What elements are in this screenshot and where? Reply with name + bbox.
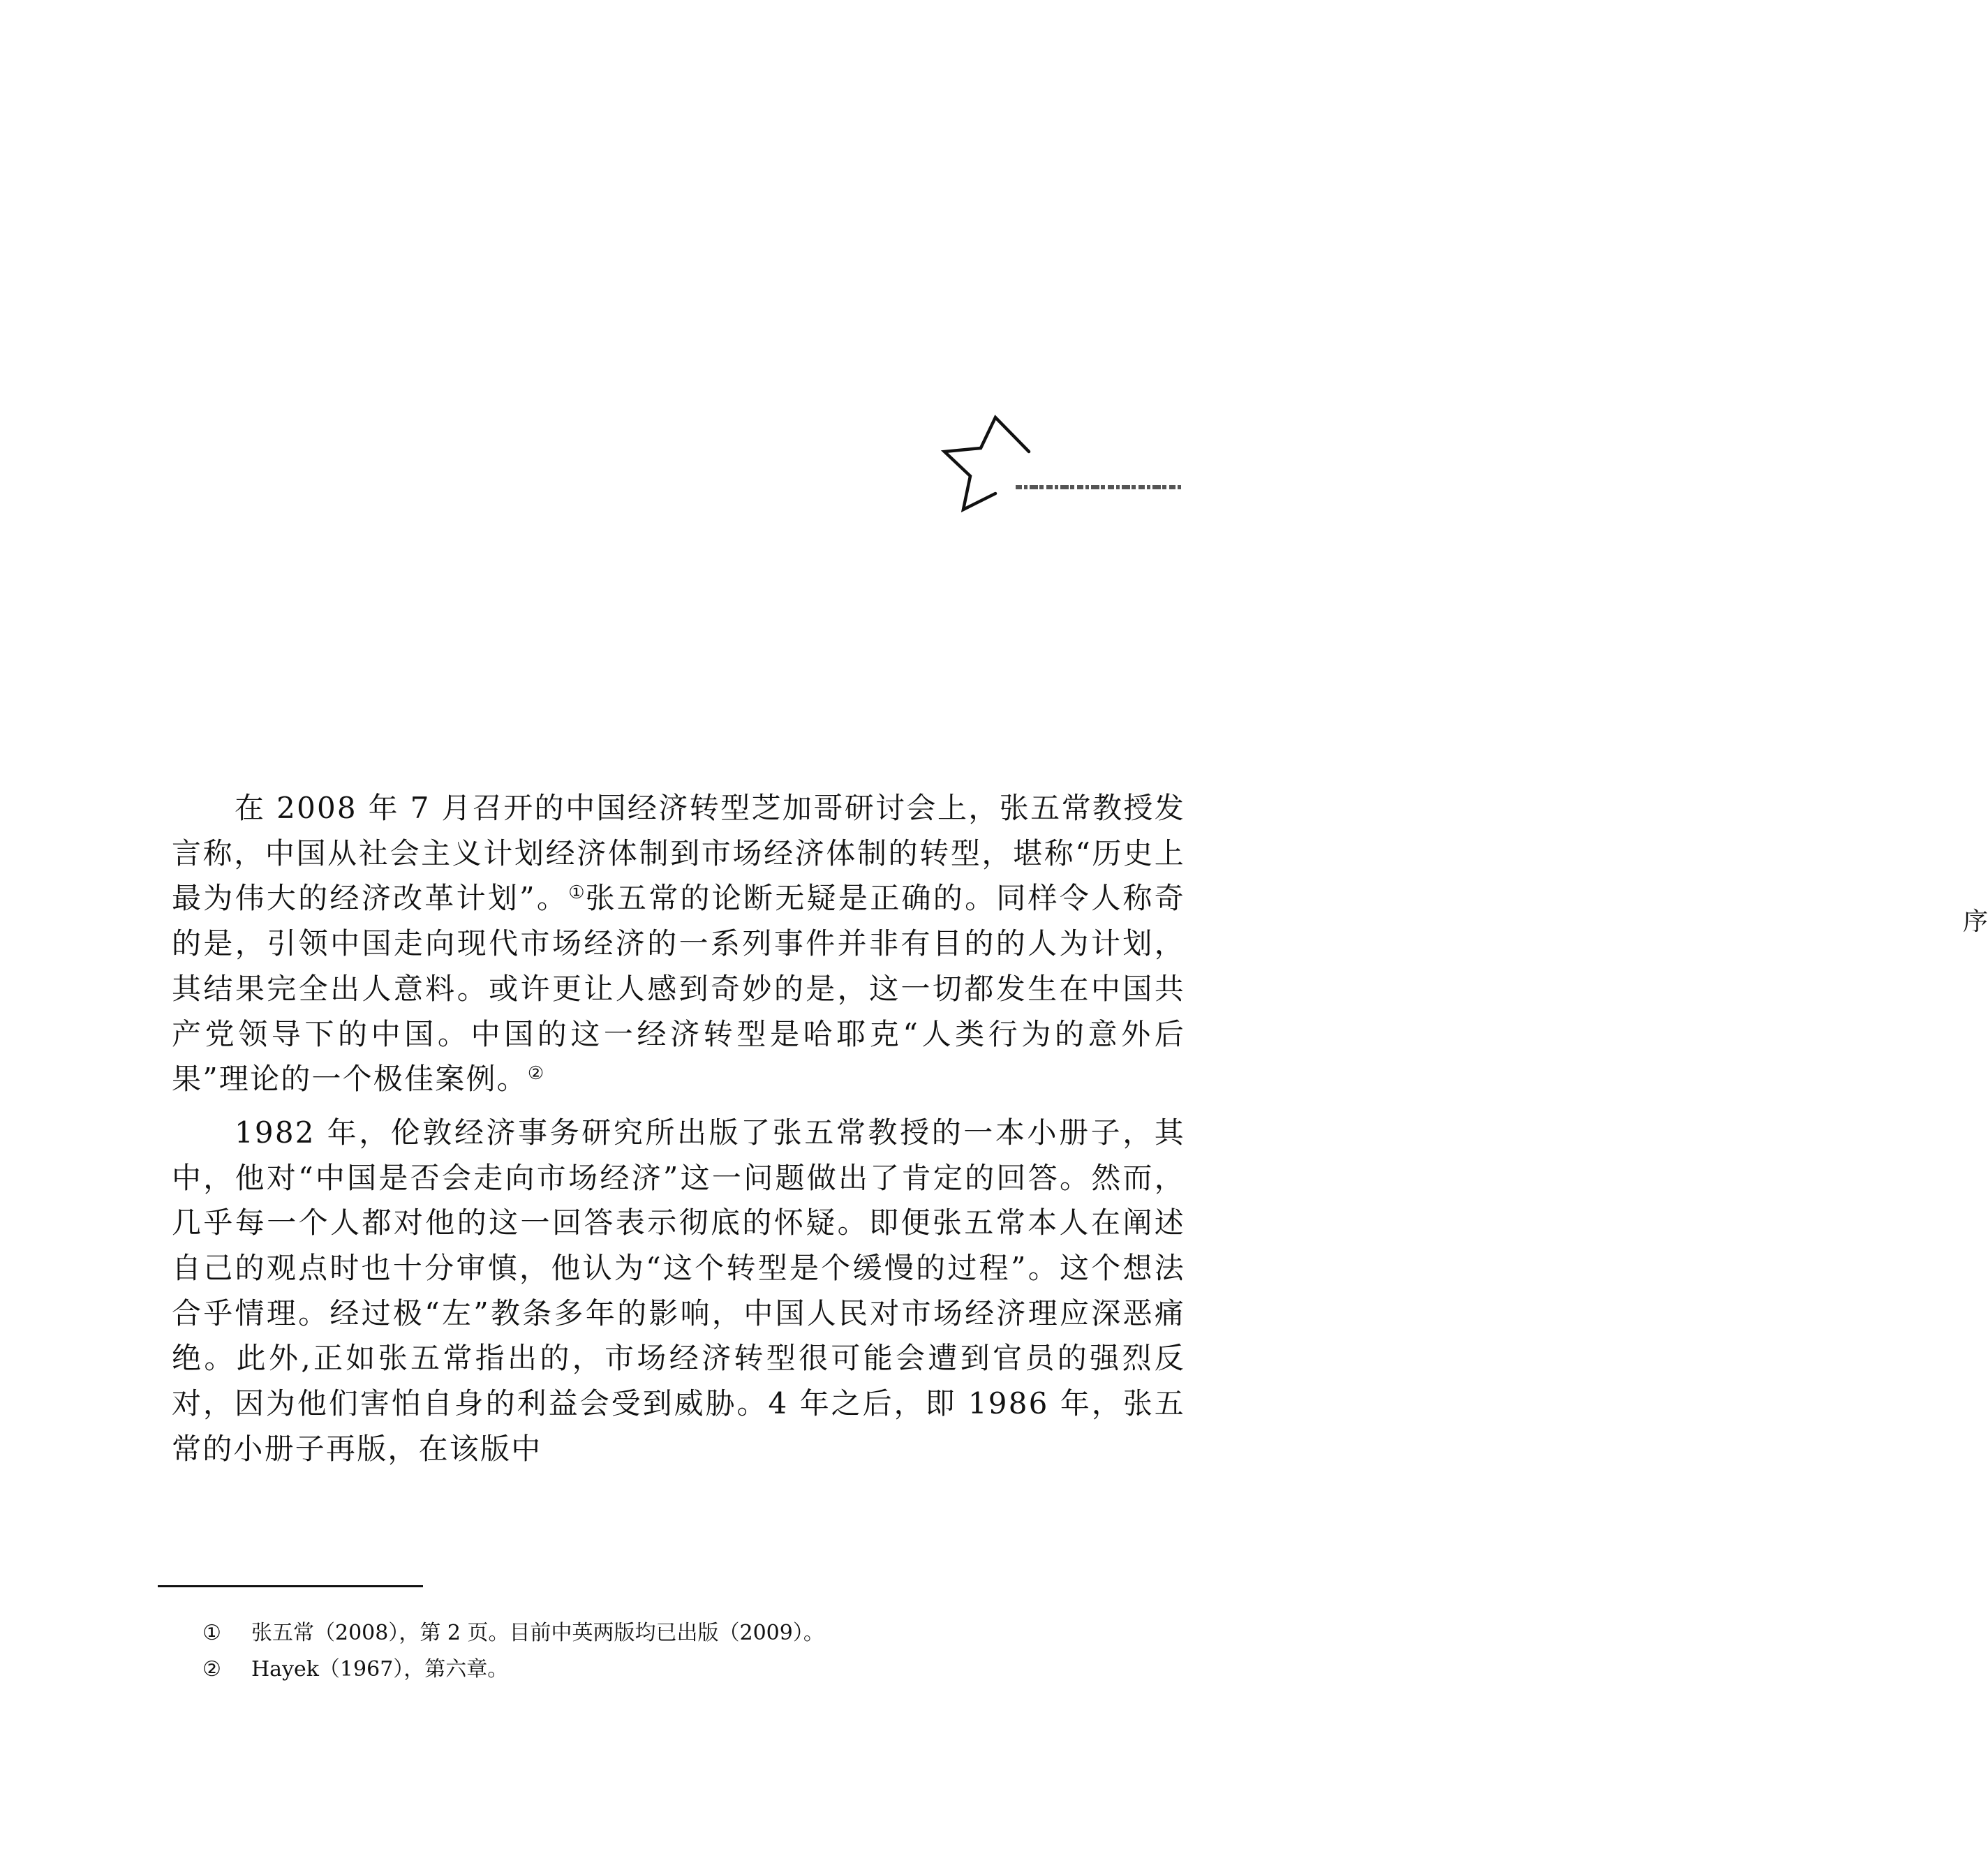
chapter-heading: [935, 408, 1988, 936]
footnote-marker: ①: [202, 1621, 221, 1645]
paragraph-text: 张五常的论断无疑是正确的。同样令人称奇的是，引领中国走向现代市场经济的一系列事件并非有目的的人为计划，其结果完全出人意料。或许更让人感到奇妙的是，这一切都发生在中国共产党领导下的中国。中国的这一经济转型是哈耶克“人类行为的意外后果”理论的一个极佳案例。: [172, 881, 1185, 1097]
star-outline-icon: [935, 408, 1201, 534]
paragraph-text: 在 2008 年 7 月召开的中国经济转型芝加哥研讨会上，张五常教授发言称，中国从社会主义计划经济体制到市场经济体制的转型，堪称“历史上最为伟大的经济改革计划”。: [172, 791, 1185, 916]
footnote-text: Hayek（1967），第六章。: [251, 1657, 509, 1682]
paragraph: [172, 1111, 1185, 1472]
paragraph-text: 1982 年，伦敦经济事务研究所出版了张五常教授的一本小册子，其中，他对“中国是否会走向市场经济”这一问题做出了肯定的回答。然而，几乎每一个人都对他的这一回答表示彻底的怀疑。即便张五常本人在阐述自己的观点时也十分审慎，他认为“这个转型是个缓慢的过程”。这个想法合乎情理。经过极“左”教条多年的影响，中国人民对市场经济理应深恶痛绝。此外,正如张五常指出的，市场经济转型很可能会遭到官员的强烈反对，因为他们害怕自身的利益会受到威胁。4 年之后，即 1986 年，张五常的小册子再版，在该版中: [172, 1115, 1185, 1466]
chapter-title: 序: [1963, 907, 1988, 936]
paragraph: [172, 786, 1185, 1102]
footnote-item: [202, 1652, 824, 1688]
footnote-text: 张五常（2008），第 2 页。目前中英两版均已出版（2009）。: [251, 1621, 824, 1645]
footnote-divider: [158, 1585, 423, 1587]
footnote-reference[interactable]: ①: [568, 882, 586, 904]
footnote-item: [202, 1615, 824, 1652]
footnote-reference[interactable]: ②: [527, 1063, 544, 1085]
footnotes: [202, 1615, 824, 1688]
footnote-marker: ②: [202, 1657, 221, 1682]
body-text: [172, 786, 1185, 1472]
